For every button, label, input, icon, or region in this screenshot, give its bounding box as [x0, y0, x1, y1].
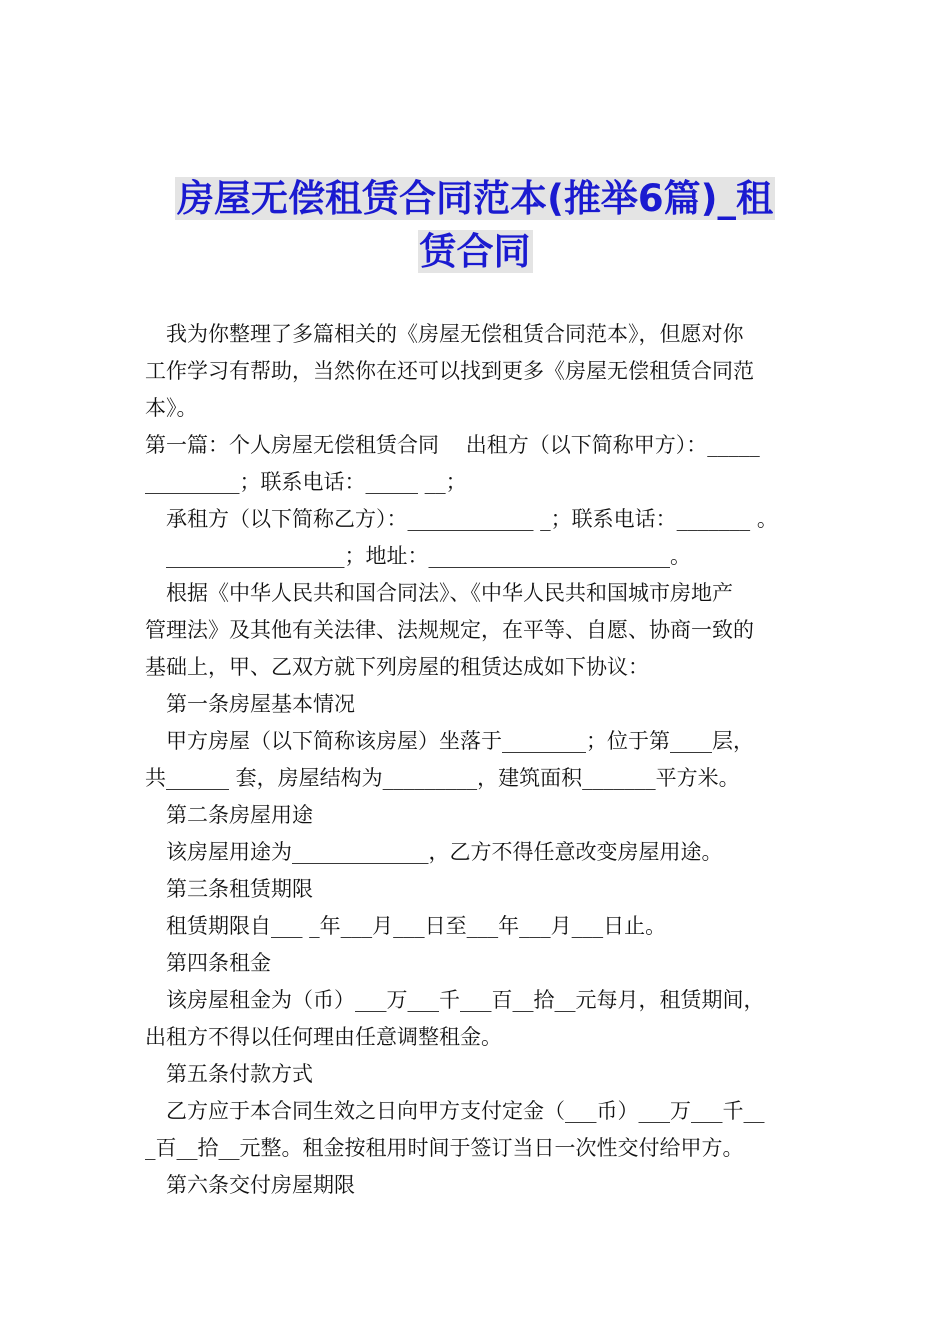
title-line-2: 赁合同 [419, 230, 531, 273]
page-title [140, 172, 810, 278]
paragraph-line: 工作学习有帮助，当然你在还可以找到更多《房屋无偿租赁合同范 [145, 359, 754, 383]
paragraph-line: 本》。 [145, 396, 198, 420]
paragraph-line: 该房屋用途为_____________，乙方不得任意改变房屋用途。 [166, 840, 723, 864]
document-body [145, 316, 810, 1204]
paragraph-line: _百__拾__元整。租金按租用时间于签订当日一次性交付给甲方。 [145, 1136, 744, 1160]
paragraph-line: 第六条交付房屋期限 [166, 1173, 355, 1197]
paragraph-line: 根据《中华人民共和国合同法》、《中华人民共和国城市房地产 [166, 581, 733, 605]
paragraph-line: 共______ 套，房屋结构为_________，建筑面积_______平方米。 [145, 766, 740, 790]
paragraph-line: 承租方（以下简称乙方）：____________ _；联系电话：_______ 。 [166, 507, 778, 531]
paragraph-line: 基础上，甲、乙双方就下列房屋的租赁达成如下协议： [145, 655, 649, 679]
paragraph-line: 我为你整理了多篇相关的《房屋无偿租赁合同范本》，但愿对你 [166, 322, 744, 346]
title-line-1: 房屋无偿租赁合同范本(推举6篇)_租 [176, 177, 774, 220]
paragraph-line: 第一篇：个人房屋无偿租赁合同 出租方（以下简称甲方）：_____ [145, 433, 760, 457]
paragraph-line: 第一条房屋基本情况 [166, 692, 355, 716]
paragraph-line: 甲方房屋（以下简称该房屋）坐落于________；位于第____层， [166, 729, 754, 753]
paragraph-line: 该房屋租金为（币）___万___千___百__拾__元每月，租赁期间， [166, 988, 765, 1012]
paragraph-line: 出租方不得以任何理由任意调整租金。 [145, 1025, 502, 1049]
paragraph-line: 租赁期限自___ _年___月___日至___年___月___日止。 [166, 914, 667, 938]
paragraph-line: 第五条付款方式 [166, 1062, 313, 1086]
paragraph-line: 第二条房屋用途 [166, 803, 313, 827]
paragraph-line: 管理法》及其他有关法律、法规规定，在平等、自愿、协商一致的 [145, 618, 754, 642]
paragraph-line: _________________；地址：_______________________。 [166, 544, 691, 568]
paragraph-line: 第四条租金 [166, 951, 271, 975]
paragraph-line: _________；联系电话：_____ __； [145, 470, 467, 494]
paragraph-line: 第三条租赁期限 [166, 877, 313, 901]
paragraph-line: 乙方应于本合同生效之日向甲方支付定金（___币）___万___千__ [166, 1099, 765, 1123]
